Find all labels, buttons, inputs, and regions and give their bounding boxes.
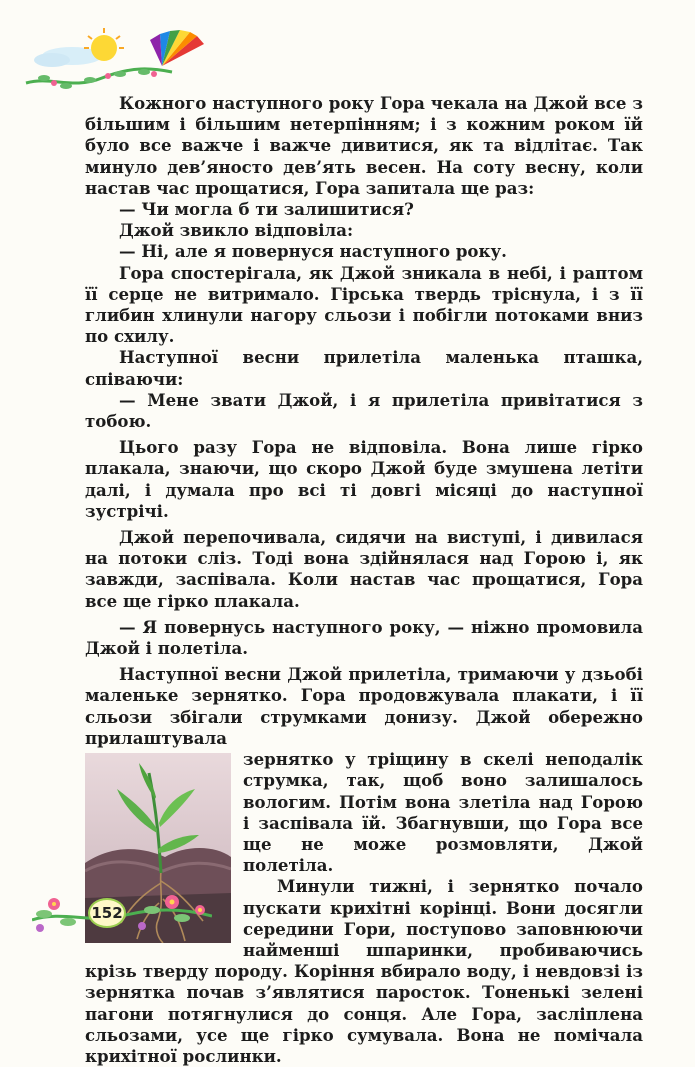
sun-rainbow-vine-icon: [22, 28, 207, 98]
paragraph: Джой перепочивала, сидячи на виступі, і дивилася на потоки сліз. Тоді вона здійнялася над Горою і, як завжди, заспівала. Коли настав час прощатися, Гора все ще гірко плакала.: [85, 527, 643, 611]
paragraph: Цього разу Гора не відповіла. Вона лише гірко плакала, знаючи, що скоро Джой буде змушена летіти далі, і думала про всі ті довгі місяці до наступної зустрічі.: [85, 437, 643, 521]
paragraph: — Мене звати Джой, і я прилетіла привітатися з тобою.: [85, 389, 643, 432]
paragraph: Минули тижні, і зернятко почало пускати крихітні корінці. Вони досягли середини Гори, поступово заповнюючи найменші шпаринки, пробиваючись крізь тверду породу. Коріння вбирало воду, і невдовзі із зернятка почав з’являтися паросток. Тоненькі зелені пагони потягнулися до сонця. Але Гора, засліплена сльозами, усе ще гірко сумувала. Вона не помічала крихітної рослинки.: [85, 876, 643, 1066]
paragraph: Кожного наступного року Гора чекала на Джой все з більшим і більшим нетерпінням; і з кожним роком їй було все важче і важче дивитися, як та відлітає. Так минуло дев’яносто дев’ять весен. На соту весну, коли настав час прощатися, Гора запитала ще раз:: [85, 93, 643, 198]
paragraph: зернятко у тріщину в скелі неподалік струмка, так, щоб воно залишалось вологим. Потім вона злетіла над Горою і заспівала їй. Збагнувши, що Гора все ще не може розмовляти, Джой полетіла.: [243, 749, 643, 876]
paragraph: Наступної весни Джой прилетіла, тримаючи у дзьобі маленьке зернятко. Гора продовжувала плакати, і її сльози збігали струмками донизу. Джой обережно прилаштувала: [85, 664, 643, 748]
paragraph: — Я повернусь наступного року, — ніжно промовила Джой і полетіла.: [85, 616, 643, 659]
page-number: 152: [88, 898, 126, 928]
paragraph: Наступної весни прилетіла маленька пташка, співаючи:: [85, 347, 643, 389]
paragraph: — Ні, але я повернуся наступного року.: [119, 241, 507, 262]
paragraph: Гора спостерігала, як Джой зникала в небі, і раптом її серце не витримало. Гірська твердь тріснула, і з її глибин хлинули нагору сльози і побігли потоками вниз по схилу.: [85, 262, 643, 347]
paragraph: Джой звикло відповіла:: [119, 220, 354, 241]
paragraph: — Чи могла б ти залишитися?: [119, 199, 414, 220]
